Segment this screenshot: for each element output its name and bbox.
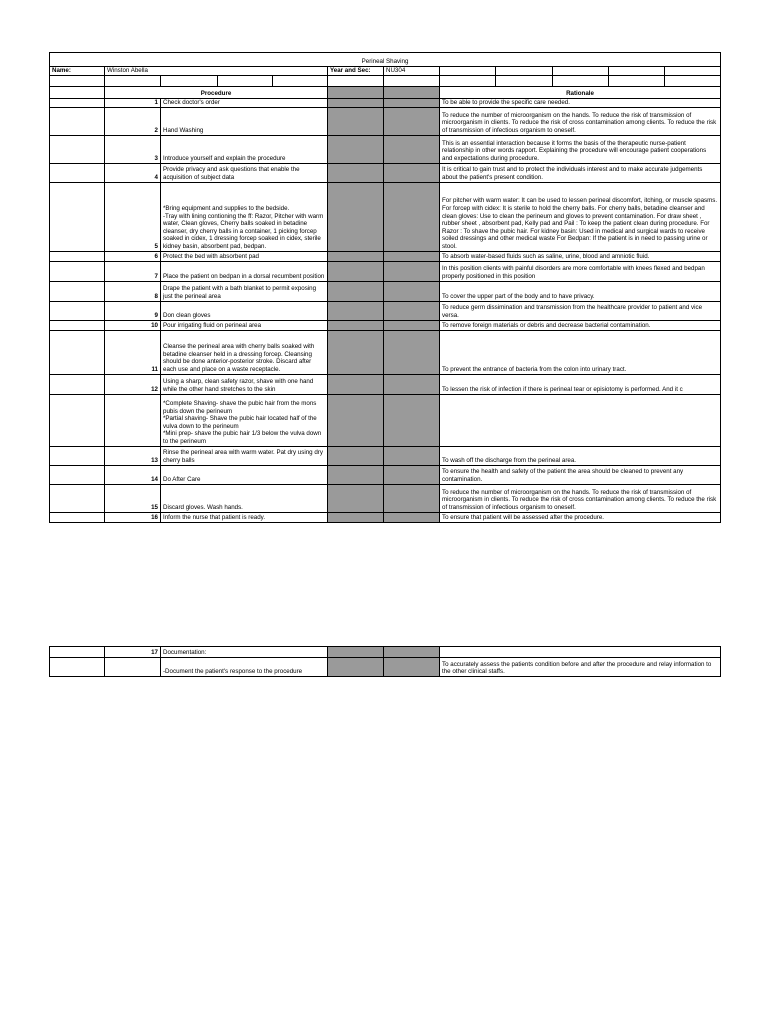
- table-row: [50, 465, 721, 484]
- procedure-cell: Documentation:: [161, 647, 328, 658]
- table-row: [50, 281, 721, 301]
- rationale-cell: To wash off the discharge from the perineal area.: [440, 446, 721, 465]
- empty-cell: [50, 281, 105, 301]
- table-row: [50, 163, 721, 182]
- name-value: Winston Abella: [105, 67, 328, 76]
- rationale-cell: To lessen the risk of infection if there is perineal tear or episiotomy is performed. And it c: [440, 374, 721, 394]
- year-label: Year and Sec:: [328, 67, 384, 76]
- empty-cell: [50, 330, 105, 374]
- gray-cell: [384, 98, 440, 107]
- gray-cell: [384, 446, 440, 465]
- gray-cell: [384, 261, 440, 281]
- step-number: 13: [105, 446, 161, 465]
- gray-cell: [384, 512, 440, 522]
- gray-cell: [328, 281, 384, 301]
- gray-cell: [384, 320, 440, 330]
- table-row: [50, 446, 721, 465]
- procedure-cell: Do After Care: [161, 465, 328, 484]
- gray-cell: [384, 182, 440, 251]
- step-number: 17: [105, 647, 161, 658]
- procedure-cell: Don clean gloves: [161, 301, 328, 320]
- empty-cell: [50, 135, 105, 163]
- empty-cell: [50, 394, 105, 446]
- gray-cell: [328, 107, 384, 135]
- gray-cell: [384, 658, 440, 677]
- rationale-cell: To reduce the number of microorganism on the hands. To reduce the risk of transmission of microorganism in clients. To reduce the risk of cross contamination among clients. To reduce the risk of transmission of infectious organism to oneself.: [440, 107, 721, 135]
- rationale-cell: To reduce the number of microorganism on the hands. To reduce the risk of transmission of microorganism in clients. To reduce the risk of cross contamination among clients. To reduce the risk of transmission of infectious organism to oneself.: [440, 484, 721, 512]
- step-number: 4: [105, 163, 161, 182]
- table-row: [50, 658, 721, 677]
- gray-cell: [328, 320, 384, 330]
- procedure-cell: Check doctor's order: [161, 98, 328, 107]
- gray-cell: [384, 163, 440, 182]
- rationale-cell: To cover the upper part of the body and to have privacy.: [440, 281, 721, 301]
- step-number: 10: [105, 320, 161, 330]
- empty-cell: [50, 658, 105, 677]
- documentation-table: [49, 646, 721, 677]
- empty-cell: [440, 75, 496, 86]
- table-row: [50, 182, 721, 251]
- procedure-cell: Introduce yourself and explain the procedure: [161, 135, 328, 163]
- gray-cell: [328, 374, 384, 394]
- info-row: [50, 67, 721, 76]
- rationale-header: Rationale: [440, 86, 721, 98]
- table-row: [50, 98, 721, 107]
- step-number: 2: [105, 107, 161, 135]
- empty-cell: [50, 446, 105, 465]
- rationale-cell: To reduce germ dissimination and transmission from the healthcare provider to patient and vice versa.: [440, 301, 721, 320]
- empty-cell: [218, 75, 273, 86]
- procedure-sheet: [49, 52, 720, 523]
- year-value: NU304: [384, 67, 440, 76]
- empty-cell: [440, 67, 496, 76]
- empty-cell: [50, 98, 105, 107]
- spacer-row: [50, 75, 721, 86]
- table-row: [50, 330, 721, 374]
- procedure-cell: Using a sharp, clean safety razor, shave with one hand while the other hand stretches to the skin: [161, 374, 328, 394]
- empty-cell: [50, 251, 105, 261]
- gray-cell: [328, 301, 384, 320]
- gray-cell: [384, 86, 440, 98]
- empty-cell: [105, 75, 161, 86]
- header-row: [50, 86, 721, 98]
- gray-cell: [384, 484, 440, 512]
- gray-cell: [328, 484, 384, 512]
- empty-cell: [609, 67, 665, 76]
- gray-cell: [384, 330, 440, 374]
- step-number: 16: [105, 512, 161, 522]
- gray-cell: [384, 281, 440, 301]
- gray-cell: [328, 98, 384, 107]
- gray-cell: [384, 301, 440, 320]
- table-row: [50, 512, 721, 522]
- table-row: [50, 647, 721, 658]
- procedure-cell: *Bring equipment and supplies to the bedside. -Tray with lining contioning the ff: Razor, Pitcher with warm water, Clean gloves, Cherry balls soaked in betadine cleanser, dry cherry balls in a container, 1 picking forcep soaked in cidex, 1 dressing forcep soaked in cidex, sterile kidney basin, absorbent pad, bedpan.: [161, 182, 328, 251]
- step-number: 6: [105, 251, 161, 261]
- empty-cell: [496, 75, 553, 86]
- step-number: 9: [105, 301, 161, 320]
- gray-cell: [328, 86, 384, 98]
- empty-cell: [496, 67, 553, 76]
- table-row: [50, 301, 721, 320]
- procedure-cell: Provide privacy and ask questions that enable the acquisition of subject data: [161, 163, 328, 182]
- procedure-header: Procedure: [105, 86, 328, 98]
- rationale-cell: To absorb water-based fluids such as saline, urine, blood and amniotic fluid.: [440, 251, 721, 261]
- step-number: 3: [105, 135, 161, 163]
- step-number: 7: [105, 261, 161, 281]
- gray-cell: [328, 465, 384, 484]
- gray-cell: [328, 512, 384, 522]
- gray-cell: [384, 647, 440, 658]
- procedure-cell: Inform the nurse that patient is ready.: [161, 512, 328, 522]
- gray-cell: [328, 182, 384, 251]
- empty-cell: [50, 374, 105, 394]
- rationale-cell: This is an essential interaction because it forms the basis of the therapeutic nurse-patient relationship in other words rapport. Explaining the procedure will encourage patient cooperations and expectations during procedure.: [440, 135, 721, 163]
- gray-cell: [328, 647, 384, 658]
- gray-cell: [384, 374, 440, 394]
- empty-cell: [50, 647, 105, 658]
- procedure-table: [49, 52, 721, 523]
- empty-cell: [609, 75, 665, 86]
- table-row: [50, 320, 721, 330]
- empty-cell: [665, 67, 721, 76]
- empty-cell: [50, 320, 105, 330]
- gray-cell: [384, 465, 440, 484]
- gray-cell: [384, 135, 440, 163]
- step-number: 15: [105, 484, 161, 512]
- gray-cell: [328, 163, 384, 182]
- rationale-cell: In this position clients with painful disorders are more comfortable with knees flexed and bedpan properly positioned in this position: [440, 261, 721, 281]
- procedure-cell: Rinse the perineal area with warm water. Pat dry using dry cherry balls: [161, 446, 328, 465]
- procedure-cell: Cleanse the perineal area with cherry balls soaked with betadine cleanser held in a dressing forcep. Cleansing should be done anterior-posterior stroke. Discard after each use and place on a waste receptacle.: [161, 330, 328, 374]
- procedure-cell: Discard gloves. Wash hands.: [161, 484, 328, 512]
- empty-cell: [553, 67, 609, 76]
- empty-cell: [50, 182, 105, 251]
- empty-cell: [384, 75, 440, 86]
- gray-cell: [328, 261, 384, 281]
- step-number: 1: [105, 98, 161, 107]
- gray-cell: [328, 658, 384, 677]
- procedure-cell: Place the patient on bedpan in a dorsal recumbent position: [161, 261, 328, 281]
- empty-cell: [50, 261, 105, 281]
- procedure-cell: -Document the patient's response to the procedure: [161, 658, 328, 677]
- table-row: [50, 135, 721, 163]
- table-row: [50, 251, 721, 261]
- rationale-cell: [440, 394, 721, 446]
- rationale-cell: To ensure the health and safety of the patient the area should be cleaned to prevent any contamination.: [440, 465, 721, 484]
- gray-cell: [384, 394, 440, 446]
- empty-cell: [553, 75, 609, 86]
- rationale-cell: To ensure that patient will be assessed after the procedure.: [440, 512, 721, 522]
- empty-cell: [50, 86, 105, 98]
- rationale-cell: To be able to provide the specific care needed.: [440, 98, 721, 107]
- rationale-cell: [440, 647, 721, 658]
- gray-cell: [328, 135, 384, 163]
- rationale-cell: It is critical to gain trust and to protect the individuals interest and to make accurate judgements about the patient's present condition.: [440, 163, 721, 182]
- gray-cell: [384, 251, 440, 261]
- gray-cell: [328, 394, 384, 446]
- title-row: [50, 53, 721, 67]
- procedure-cell: Protect the bed with absorbent pad: [161, 251, 328, 261]
- empty-cell: [50, 163, 105, 182]
- table-row: [50, 261, 721, 281]
- empty-cell: [50, 75, 105, 86]
- empty-cell: [50, 512, 105, 522]
- rationale-cell: For pitcher with warm water: It can be used to lessen perineal discomfort, itching, or muscle spasms. For forcep with cidex: It is sterile to hold the cherry balls. For cherry balls, betadine cleanser and clean gloves: Use to clean the perineum and gloves to prevent contamination. For draw sheet , rubber sheet , absorbent pad, Kelly pad and Pail : To keep the patient clean during procedure. For Razor : To shave the pubic hair. For kidney basin: Used in medical and surgical wards to receive soiled dressings and other medical waste For Bedpan: If the patient is in need to passing urine or stool.: [440, 182, 721, 251]
- procedure-cell: *Complete Shaving- shave the pubic hair from the mons pubis down the perineum *Partial shaving- Shave the pubic hair located half of the vulva down to the perineum *Mini prep- shave the pubic hair 1/3 below the vulva down to the perineum: [161, 394, 328, 446]
- documentation-sheet: [49, 646, 720, 677]
- step-number: 8: [105, 281, 161, 301]
- step-number: [105, 658, 161, 677]
- table-row: [50, 394, 721, 446]
- rationale-cell: To prevent the entrance of bacteria from the colon into urinary tract.: [440, 330, 721, 374]
- step-number: 14: [105, 465, 161, 484]
- page-title: Perineal Shaving: [50, 53, 721, 67]
- empty-cell: [665, 75, 721, 86]
- procedure-cell: Drape the patient with a bath blanket to permit exposing just the perineal area: [161, 281, 328, 301]
- gray-cell: [328, 251, 384, 261]
- procedure-cell: Pour irrigating fluid on perineal area: [161, 320, 328, 330]
- gray-cell: [384, 107, 440, 135]
- step-number: [105, 394, 161, 446]
- empty-cell: [50, 107, 105, 135]
- rationale-cell: To accurately assess the patients condition before and after the procedure and relay information to the other clinical staffs.: [440, 658, 721, 677]
- step-number: 11: [105, 330, 161, 374]
- step-number: 5: [105, 182, 161, 251]
- empty-cell: [273, 75, 328, 86]
- name-label: Name:: [50, 67, 105, 76]
- table-row: [50, 484, 721, 512]
- gray-cell: [328, 330, 384, 374]
- empty-cell: [50, 484, 105, 512]
- step-number: 12: [105, 374, 161, 394]
- empty-cell: [50, 301, 105, 320]
- rationale-cell: To remove foreign materials or debris and decrease bacterial contamination.: [440, 320, 721, 330]
- empty-cell: [161, 75, 218, 86]
- empty-cell: [50, 465, 105, 484]
- gray-cell: [328, 446, 384, 465]
- empty-cell: [328, 75, 384, 86]
- table-row: [50, 107, 721, 135]
- procedure-cell: Hand Washing: [161, 107, 328, 135]
- table-row: [50, 374, 721, 394]
